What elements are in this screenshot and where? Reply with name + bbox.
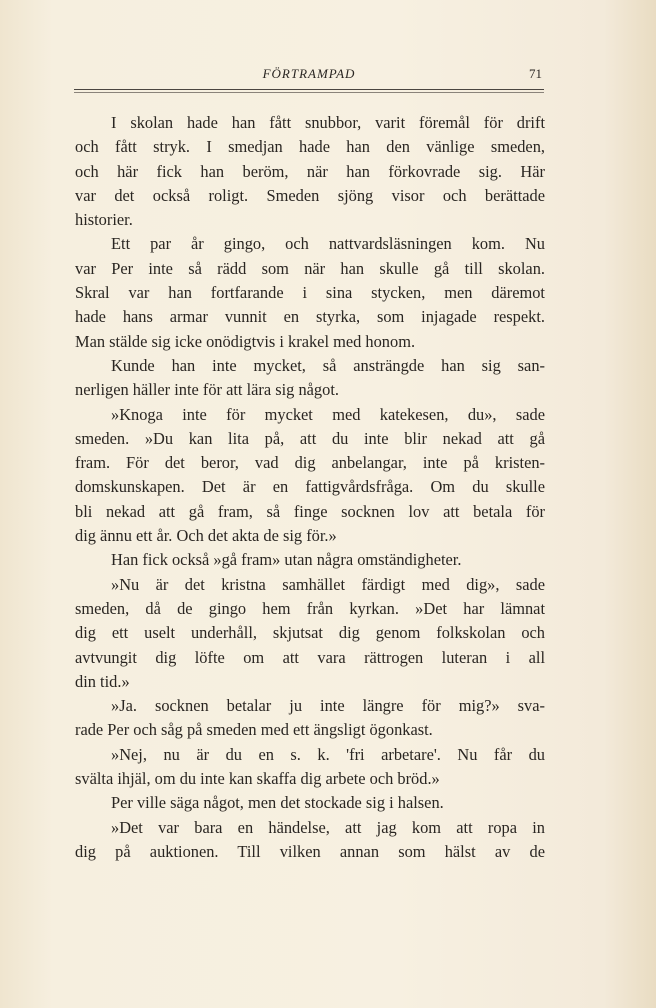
text-line: nerligen häller inte för att lära sig något.	[75, 380, 339, 400]
text-line: Per ville säga något, men det stockade sig i halsen.	[111, 793, 444, 813]
text-line: rade Per och såg på smeden med ett ängsligt ögonkast.	[75, 720, 433, 740]
text-line: dig ännu ett år. Och det akta de sig för.»	[75, 526, 337, 546]
text-line: »Knoga inte för mycket med katekesen, du», sade	[111, 404, 545, 424]
text-line: domskunskapen. Det är en fattigvårdsfråga. Om du skulle	[75, 477, 545, 497]
text-line: Ett par år gingo, och nattvardsläsningen kom. Nu	[111, 234, 545, 254]
text-line: »Ja. socknen betalar ju inte längre för mig?» sva-	[111, 696, 545, 716]
text-line: dig ett uselt underhåll, skjutsat dig genom folkskolan och	[75, 623, 545, 643]
text-line: »Det var bara en händelse, att jag kom att ropa in	[111, 817, 545, 837]
text-line: Kunde han inte mycket, så ansträngde han sig san-	[111, 355, 545, 375]
text-line: din tid.»	[75, 671, 130, 691]
text-line: och här fick han beröm, när han förkovrade sig. Här	[75, 161, 545, 181]
text-line: fram. För det beror, vad dig anbelangar, inte på kristen-	[75, 453, 545, 473]
text-line: historier.	[75, 210, 133, 230]
page-header	[74, 64, 544, 86]
text-line: var Per inte så rädd som när han skulle gå till skolan.	[75, 258, 545, 278]
text-line: dig på auktionen. Till vilken annan som hälst av de	[75, 841, 545, 861]
text-line: I skolan hade han fått snubbor, varit föremål för drift	[111, 113, 545, 132]
text-line: Man stälde sig icke onödigtvis i krakel med honom.	[75, 331, 416, 351]
text-line: svälta ihjäl, om du inte kan skaffa dig arbete och bröd.»	[75, 769, 440, 789]
text-line: var det också roligt. Smeden sjöng visor och berättade	[75, 185, 545, 205]
body-text	[75, 111, 545, 864]
header-rule-thin	[74, 92, 544, 93]
text-line: »Nu är det kristna samhället färdigt med dig», sade	[111, 574, 545, 594]
text-line: smeden, då de gingo hem från kyrkan. »Det har lämnat	[75, 598, 545, 618]
text-line: Skral var han fortfarande i sina stycken, men däremot	[75, 283, 545, 303]
page-number: 71	[529, 66, 542, 81]
text-line: avtvungit dig löfte om att vara rättrogen luteran i all	[75, 647, 545, 667]
text-line: hade hans armar vunnit en styrka, som injagade respekt.	[75, 307, 545, 327]
text-line: Han fick också »gå fram» utan några omständigheter.	[111, 550, 462, 570]
text-line: smeden. »Du kan lita på, att du inte blir nekad att gå	[75, 428, 545, 448]
running-title: FÖRTRAMPAD	[262, 66, 356, 81]
text-line: och fått stryk. I smedjan hade han den vänlige smeden,	[75, 137, 545, 157]
header-rule	[74, 89, 544, 90]
text-line: bli nekad att gå fram, så finge socknen lov att betala för	[75, 501, 545, 521]
text-line: »Nej, nu är du en s. k. 'fri arbetare'. Nu får du	[111, 744, 545, 764]
